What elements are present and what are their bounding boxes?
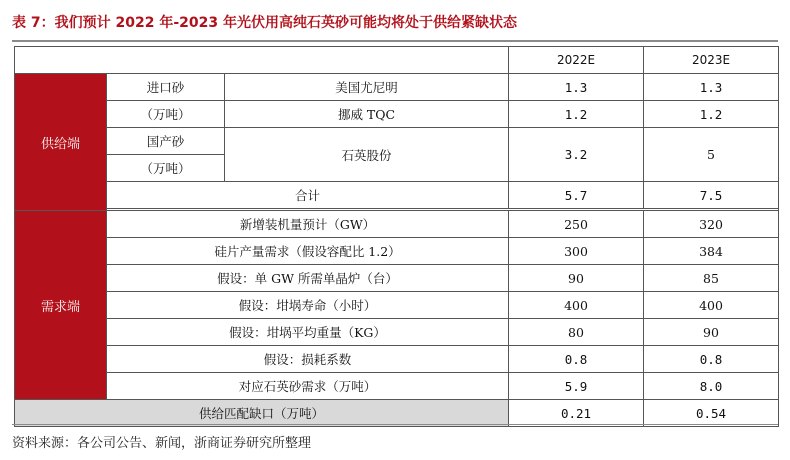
table-row — [15, 373, 779, 400]
table-row — [15, 346, 779, 373]
row-label: 假设：单 GW 所需单晶炉（台） — [107, 265, 509, 292]
value-2023e: 1.3 — [644, 74, 779, 101]
value-2022e: 3.2 — [509, 128, 644, 182]
value-2022e: 0.8 — [509, 346, 644, 373]
table-row — [15, 292, 779, 319]
section-label-demand: 需求端 — [15, 211, 107, 400]
value-2022e: 90 — [509, 265, 644, 292]
import-unit: （万吨） — [107, 101, 225, 128]
row-label-total: 合计 — [107, 182, 509, 209]
supply-demand-table — [14, 46, 779, 427]
column-header-2022e: 2022E — [509, 47, 644, 74]
value-2023e: 320 — [644, 211, 779, 238]
header-row — [15, 47, 779, 74]
top-rule — [12, 40, 778, 42]
table-row — [15, 128, 779, 155]
source-note: 资料来源：各公司公告、新闻，浙商证券研究所整理 — [12, 436, 312, 451]
value-2022e: 1.3 — [509, 74, 644, 101]
row-label: 假设：坩埚寿命（小时） — [107, 292, 509, 319]
table-row — [15, 211, 779, 238]
value-2023e: 85 — [644, 265, 779, 292]
gap-value-2023e: 0.54 — [644, 400, 779, 427]
table-row — [15, 182, 779, 209]
table-row — [15, 74, 779, 101]
row-label: 石英股份 — [225, 128, 509, 182]
header-blank — [15, 47, 509, 74]
gap-value-2022e: 0.21 — [509, 400, 644, 427]
value-2022e: 5.7 — [509, 182, 644, 209]
gap-row — [15, 400, 779, 427]
domestic-unit: （万吨） — [107, 155, 225, 182]
table-row — [15, 319, 779, 346]
bottom-rule — [12, 424, 778, 425]
table-title: 表 7：我们预计 2022 年-2023 年光伏用高纯石英砂可能均将处于供给紧缺状态 — [12, 15, 517, 31]
row-label: 假设：损耗系数 — [107, 346, 509, 373]
table-row — [15, 238, 779, 265]
section-label-supply: 供给端 — [15, 74, 107, 211]
value-2023e: 0.8 — [644, 346, 779, 373]
column-header-2023e: 2023E — [644, 47, 779, 74]
row-label: 挪威 TQC — [225, 101, 509, 128]
domestic-label: 国产砂 — [107, 128, 225, 155]
row-label: 美国尤尼明 — [225, 74, 509, 101]
value-2022e: 400 — [509, 292, 644, 319]
row-label: 假设：坩埚平均重量（KG） — [107, 319, 509, 346]
value-2022e: 1.2 — [509, 101, 644, 128]
value-2023e: 5 — [644, 128, 779, 182]
value-2022e: 300 — [509, 238, 644, 265]
value-2023e: 90 — [644, 319, 779, 346]
table-row — [15, 265, 779, 292]
row-label: 对应石英砂需求（万吨） — [107, 373, 509, 400]
row-label: 硅片产量需求（假设容配比 1.2） — [107, 238, 509, 265]
table-row — [15, 101, 779, 128]
value-2022e: 80 — [509, 319, 644, 346]
value-2023e: 384 — [644, 238, 779, 265]
value-2023e: 8.0 — [644, 373, 779, 400]
import-label: 进口砂 — [107, 74, 225, 101]
value-2022e: 250 — [509, 211, 644, 238]
value-2022e: 5.9 — [509, 373, 644, 400]
value-2023e: 7.5 — [644, 182, 779, 209]
value-2023e: 1.2 — [644, 101, 779, 128]
value-2023e: 400 — [644, 292, 779, 319]
gap-label: 供给匹配缺口（万吨） — [15, 400, 509, 427]
row-label: 新增装机量预计（GW） — [107, 211, 509, 238]
